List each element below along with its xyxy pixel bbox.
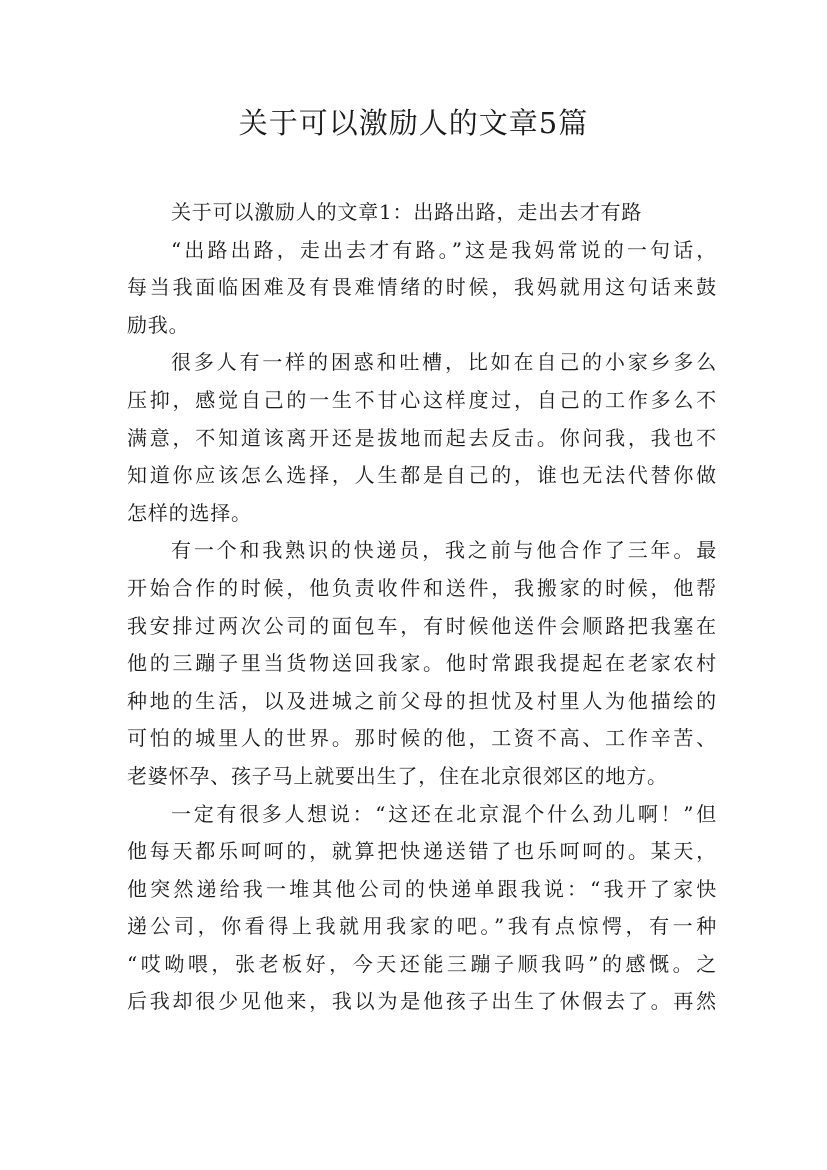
body-line: 每当我面临困难及有畏难情绪的时候，我妈就用这句话来鼓: [127, 275, 717, 300]
body-line: 他的三蹦子里当货物送回我家。他时常跟我提起在老家农村: [127, 651, 717, 676]
body-line: 有一个和我熟识的快递员，我之前与他合作了三年。最: [171, 538, 717, 563]
body-line: 他突然递给我一堆其他公司的快递单跟我说：“我开了家快: [127, 876, 717, 901]
body-line: 满意，不知道该离开还是拔地而起去反击。你问我，我也不: [127, 425, 717, 450]
document-title: 关于可以激励人的文章5篇: [238, 106, 589, 140]
body-line: 励我。: [127, 312, 190, 337]
body-line: 怎样的选择。: [127, 500, 252, 525]
body-line: 种地的生活，以及进城之前父母的担忧及村里人为他描绘的: [127, 688, 717, 713]
body-line: “出路出路，走出去才有路。”这是我妈常说的一句话，: [171, 237, 717, 262]
body-line: 我安排过两次公司的面包车，有时候他送件会顺路把我塞在: [127, 613, 717, 638]
body-line: 递公司，你看得上我就用我家的吧。”我有点惊愕，有一种: [127, 914, 717, 939]
body-line: 后我却很少见他来，我以为是他孩子出生了休假去了。再然: [127, 989, 717, 1014]
body-line: 知道你应该怎么选择，人生都是自己的，谁也无法代替你做: [127, 463, 717, 488]
body-line: 压抑，感觉自己的一生不甘心这样度过，自己的工作多么不: [127, 387, 717, 412]
body-line: 关于可以激励人的文章1：出路出路，走出去才有路: [171, 200, 643, 224]
body-line: 可怕的城里人的世界。那时候的他，工资不高、工作辛苦、: [127, 726, 717, 751]
body-line: 他每天都乐呵呵的，就算把快递送错了也乐呵呵的。某天，: [127, 839, 717, 864]
body-line: 开始合作的时候，他负责收件和送件，我搬家的时候，他帮: [127, 575, 717, 600]
body-line: 老婆怀孕、孩子马上就要出生了，住在北京很郊区的地方。: [127, 763, 668, 788]
body-line: “哎呦喂，张老板好，今天还能三蹦子顺我吗”的感慨。之: [127, 951, 717, 976]
body-line: 一定有很多人想说：“这还在北京混个什么劲儿啊！”但: [171, 801, 717, 826]
document-body: [127, 194, 717, 1021]
body-line: 很多人有一样的困惑和吐槽，比如在自己的小家乡多么: [171, 350, 717, 375]
